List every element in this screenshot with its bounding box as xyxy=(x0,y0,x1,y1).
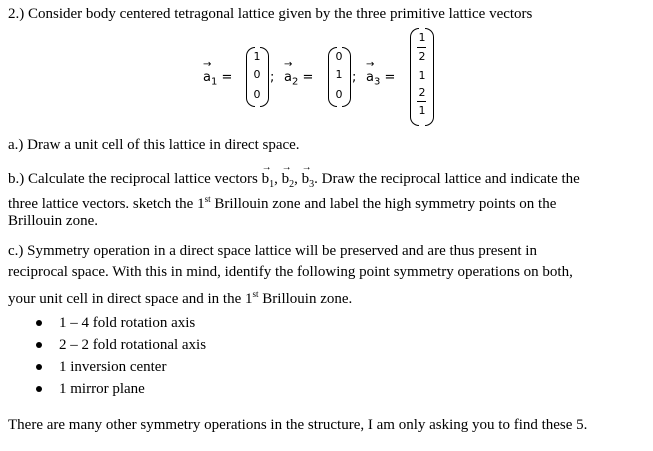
part-c-line-1: c.) Symmetry operation in a direct space lattice will be preserved and are thus present in xyxy=(8,243,537,259)
vector-a3-label: → $a_3$ = xyxy=(366,70,395,88)
a1-component-3: 0 xyxy=(253,88,261,101)
list-item: 1 mirror plane xyxy=(59,381,145,397)
closing-note: There are many other symmetry operations in the structure, I am only asking you to find these 5. xyxy=(8,417,588,433)
a1-component-2: 0 xyxy=(253,68,261,81)
part-b-line-1: b.) Calculate the reciprocal lattice vectors → $b_1$, → $b_2$, → $b_3$. Draw the reciprocal lattice and indicate the xyxy=(8,170,580,194)
bullet-dot xyxy=(36,342,42,348)
list-item: 1 inversion center xyxy=(59,359,167,375)
a2-component-3: 0 xyxy=(335,88,343,101)
bullet-dot xyxy=(36,386,42,392)
vector-a1-label: → $a_1$ = xyxy=(203,70,232,88)
part-c-line-2: reciprocal space. With this in mind, identify the following point symmetry operations on both, xyxy=(8,264,573,280)
a3-component-2: 1 xyxy=(418,69,426,82)
a3-component-1-num: 1 xyxy=(418,31,426,44)
vector-a2-label: → $a_2$ = xyxy=(284,70,313,88)
a3-component-3-den: 1 xyxy=(418,104,426,117)
part-a: a.) Draw a unit cell of this lattice in direct space. xyxy=(8,137,300,153)
separator-2: ; xyxy=(352,70,357,85)
part-b-line-3: Brillouin zone. xyxy=(8,213,98,229)
bullet-dot xyxy=(36,364,42,370)
part-b-line-2: three lattice vectors. sketch the 1st Brillouin zone and label the high symmetry points on the xyxy=(8,194,557,212)
bullet-dot xyxy=(36,320,42,326)
list-item: 1 – 4 fold rotation axis xyxy=(59,315,196,331)
a3-component-1-den: 2 xyxy=(418,50,426,63)
separator-1: ; xyxy=(270,70,275,85)
a2-component-1: 0 xyxy=(335,50,343,63)
list-item: 2 – 2 fold rotational axis xyxy=(59,337,207,353)
a1-component-1: 1 xyxy=(253,50,261,63)
a3-component-3-num: 2 xyxy=(418,86,426,99)
part-c-line-3: your unit cell in direct space and in the 1st Brillouin zone. xyxy=(8,289,353,307)
question-title: 2.) Consider body centered tetragonal lattice given by the three primitive lattice vectors xyxy=(8,6,533,22)
a2-component-2: 1 xyxy=(335,68,343,81)
